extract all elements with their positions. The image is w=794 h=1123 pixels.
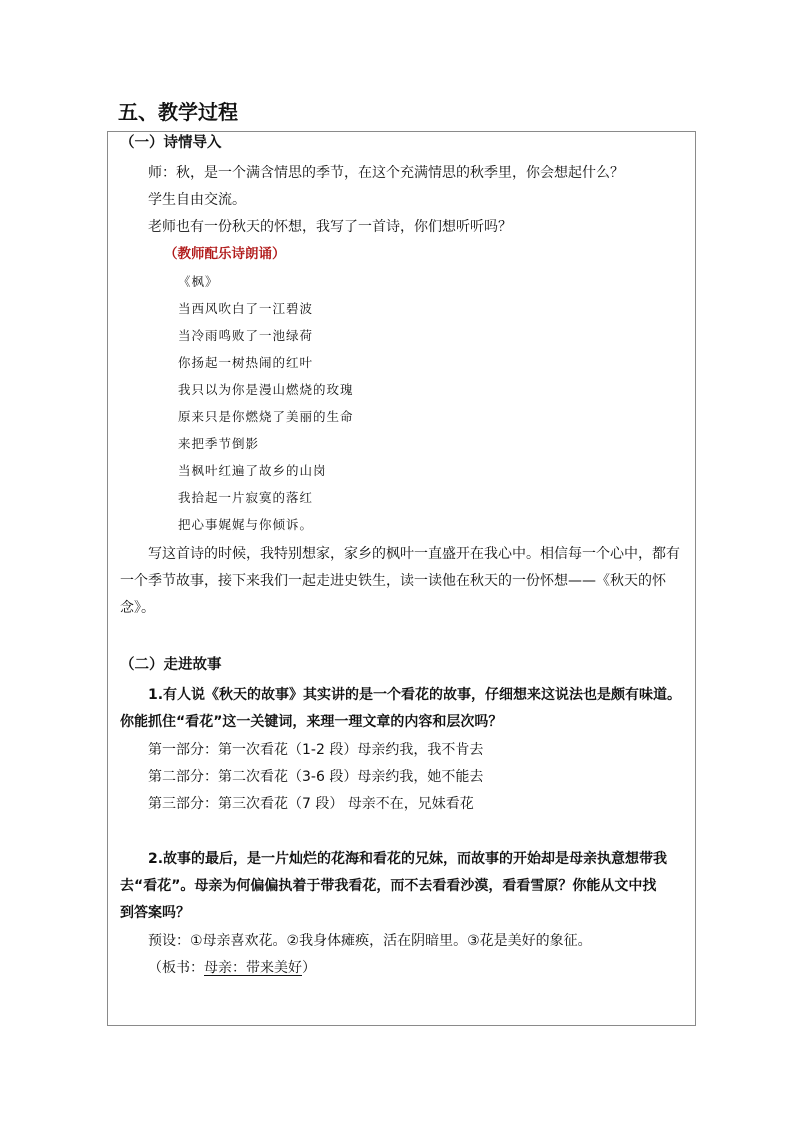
closing-line: 一个季节故事，接下来我们一起走进史铁生，读一读他在秋天的一份怀想——《秋天的怀 — [120, 573, 666, 589]
part1-title: （一）诗情导入 — [120, 135, 222, 151]
part1-line: 学生自由交流。 — [148, 192, 246, 208]
poem-line: 你扬起一树热闹的红叶 — [178, 355, 314, 370]
poem-line: 来把季节倒影 — [178, 436, 260, 451]
question-2-line: 去“看花”。母亲为何偏偏执着于带我看花，而不去看看沙漠，看看雪原？你能从文中找 — [120, 878, 657, 894]
structure-part: 第二部分：第二次看花（3-6 段）母亲约我，她不能去 — [148, 769, 484, 785]
closing-line: 念》。 — [120, 600, 155, 616]
preset-answer: 预设：①母亲喜欢花。②我身体瘫痪，活在阴暗里。③花是美好的象征。 — [148, 933, 592, 949]
section-heading: 五、教学过程 — [118, 100, 238, 124]
question-2-line: 到答案吗？ — [120, 905, 190, 921]
question-1-line: 1.有人说《秋天的故事》其实讲的是一个看花的故事，仔细想来这说法也是颇有味道。 — [148, 687, 682, 703]
recitation-note: （教师配乐诗朗诵） — [164, 246, 286, 262]
part1-line: 老师也有一份秋天的怀想，我写了一首诗，你们想听听吗？ — [148, 219, 512, 235]
question-2-line: 2.故事的最后，是一片灿烂的花海和看花的兄妹，而故事的开始却是母亲执意想带我 — [148, 851, 668, 867]
poem-title: 《枫》 — [178, 274, 219, 289]
board-prefix: （板书： — [148, 960, 204, 976]
poem-line: 把心事娓娓与你倾诉。 — [178, 517, 314, 532]
poem-line: 我拾起一片寂寞的落红 — [178, 490, 314, 505]
poem-line: 原来只是你燃烧了美丽的生命 — [178, 409, 354, 424]
poem-line: 我只以为你是漫山燃烧的玫瑰 — [178, 382, 354, 397]
board-writing — [148, 959, 316, 977]
poem-line: 当西风吹白了一江碧波 — [178, 301, 314, 316]
board-suffix: ） — [302, 960, 316, 976]
poem-line: 当枫叶红遍了故乡的山岗 — [178, 463, 327, 478]
poem-line: 当冷雨鸣败了一池绿荷 — [178, 328, 314, 343]
part1-line: 师：秋，是一个满含情思的季节，在这个充满情思的秋季里，你会想起什么？ — [148, 165, 624, 181]
structure-part: 第三部分：第三次看花（7 段） 母亲不在，兄妹看花 — [148, 796, 474, 812]
closing-line: 写这首诗的时候，我特别想家，家乡的枫叶一直盛开在我心中。相信每一个心中，都有 — [148, 546, 680, 562]
structure-part: 第一部分：第一次看花（1-2 段）母亲约我，我不肯去 — [148, 742, 484, 758]
question-1-line: 你能抓住“看花”这一关键词，来理一理文章的内容和层次吗？ — [120, 714, 503, 730]
part2-title: （二）走进故事 — [120, 657, 222, 673]
board-text: 母亲：带来美好 — [204, 960, 302, 976]
